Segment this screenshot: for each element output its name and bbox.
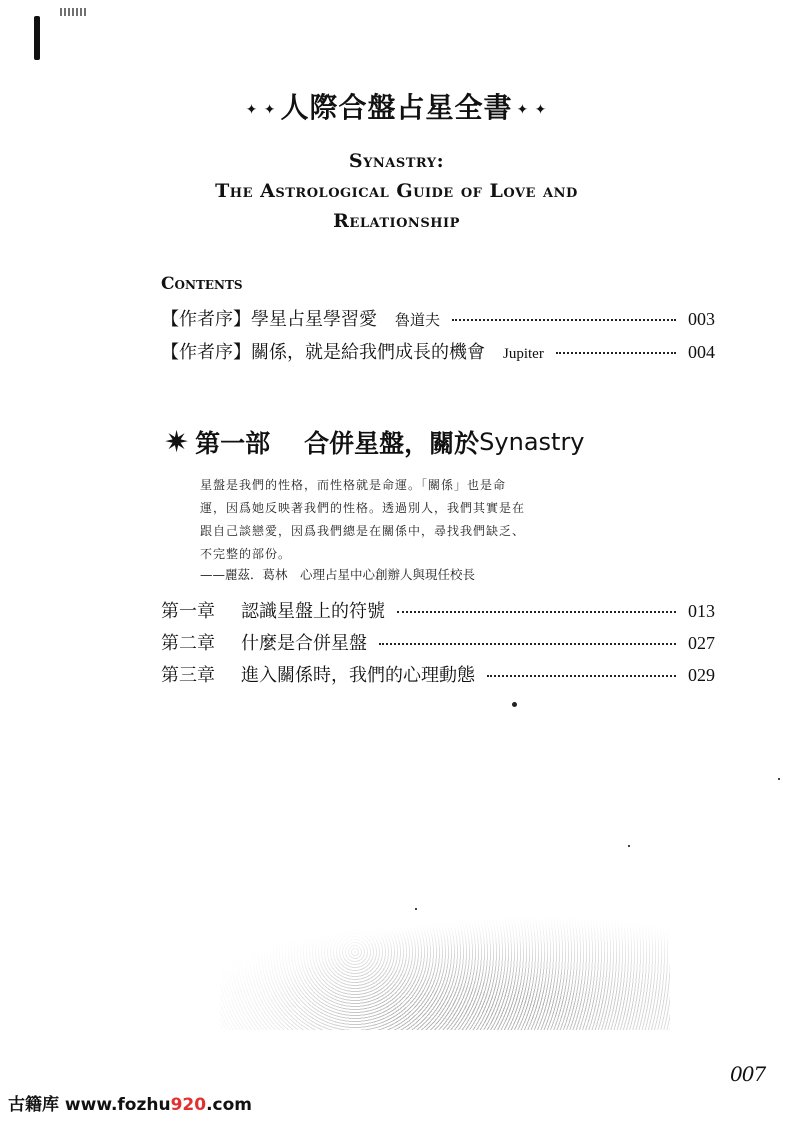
chapter-label: 第二章	[161, 633, 215, 654]
part-heading	[164, 424, 585, 460]
toc-entry-page: 003	[688, 309, 715, 329]
quote-line: 不完整的部份。	[200, 547, 292, 561]
dot-leader	[379, 643, 676, 645]
ink-speck	[628, 845, 630, 847]
quote-attribution: ——麗茲．葛林 心理占星中心創辦人與現任校長	[200, 567, 476, 582]
watermark-url: www.fozhu	[64, 1095, 171, 1115]
page-number: 007	[730, 1062, 766, 1086]
epigraph-quote	[200, 474, 570, 566]
toc-row-preface-2[interactable]	[161, 338, 715, 366]
dot-leader	[452, 319, 676, 321]
part-title-en: Synastry	[479, 428, 585, 456]
starburst-icon: ✷	[164, 424, 190, 460]
chapter-label: 第一章	[161, 601, 215, 622]
ink-speck	[778, 778, 780, 780]
quote-line: 星盤是我們的性格，而性格就是命運。「關係」也是命	[200, 478, 507, 492]
quote-line: 運，因爲她反映著我們的性格。透過別人，我們其實是在	[200, 501, 526, 515]
book-title-text: 人際合盤占星全書	[280, 91, 513, 124]
watermark-url-highlight: 920	[170, 1095, 207, 1115]
quote-line: 跟自己談戀愛，因爲我們總是在關係中，尋找我們缺乏、	[200, 524, 526, 538]
ink-dot	[512, 702, 517, 707]
scan-artifact-dots	[60, 8, 86, 16]
contents-heading: Contents	[161, 274, 243, 294]
toc-entry-author: Jupiter	[503, 346, 544, 362]
english-title-line: The Astrological Guide of Love and	[215, 180, 578, 202]
chapter-title: 進入關係時，我們的心理動態	[241, 665, 475, 686]
part-number: 第一部	[195, 429, 271, 458]
toc-entry-page: 013	[688, 601, 715, 621]
star-icon: ✦ ✦	[245, 101, 277, 118]
book-title	[0, 86, 793, 126]
toc-entry-page: 027	[688, 633, 715, 653]
watermark-site-name: 古籍库	[8, 1095, 59, 1115]
toc-entry-title: 【作者序】學星占星學習愛	[161, 309, 377, 330]
toc-entry-title: 【作者序】關係，就是給我們成長的機會	[161, 342, 485, 363]
star-icon: ✦ ✦	[516, 101, 548, 118]
chapter-title: 認識星盤上的符號	[241, 601, 385, 622]
scan-smudge	[220, 900, 670, 1030]
toc-entry-page: 004	[688, 342, 715, 362]
part-title-zh: 合併星盤，關於	[304, 429, 480, 458]
toc-row-chapter-2[interactable]	[161, 629, 715, 657]
watermark	[8, 1090, 252, 1115]
chapter-title: 什麼是合併星盤	[241, 633, 367, 654]
scan-artifact	[34, 16, 40, 60]
english-title	[0, 146, 793, 236]
toc-row-chapter-3[interactable]	[161, 661, 715, 689]
english-title-line: Synastry:	[348, 150, 445, 172]
dot-leader	[487, 675, 676, 677]
toc-entry-author: 魯道夫	[395, 313, 441, 329]
toc-row-preface-1[interactable]	[161, 305, 715, 333]
chapter-label: 第三章	[161, 665, 215, 686]
dot-leader	[397, 611, 676, 613]
english-title-line: Relationship	[333, 210, 460, 232]
dot-leader	[556, 352, 676, 354]
toc-entry-page: 029	[688, 665, 715, 685]
watermark-url-suffix: .com	[206, 1095, 253, 1115]
toc-row-chapter-1[interactable]	[161, 597, 715, 625]
